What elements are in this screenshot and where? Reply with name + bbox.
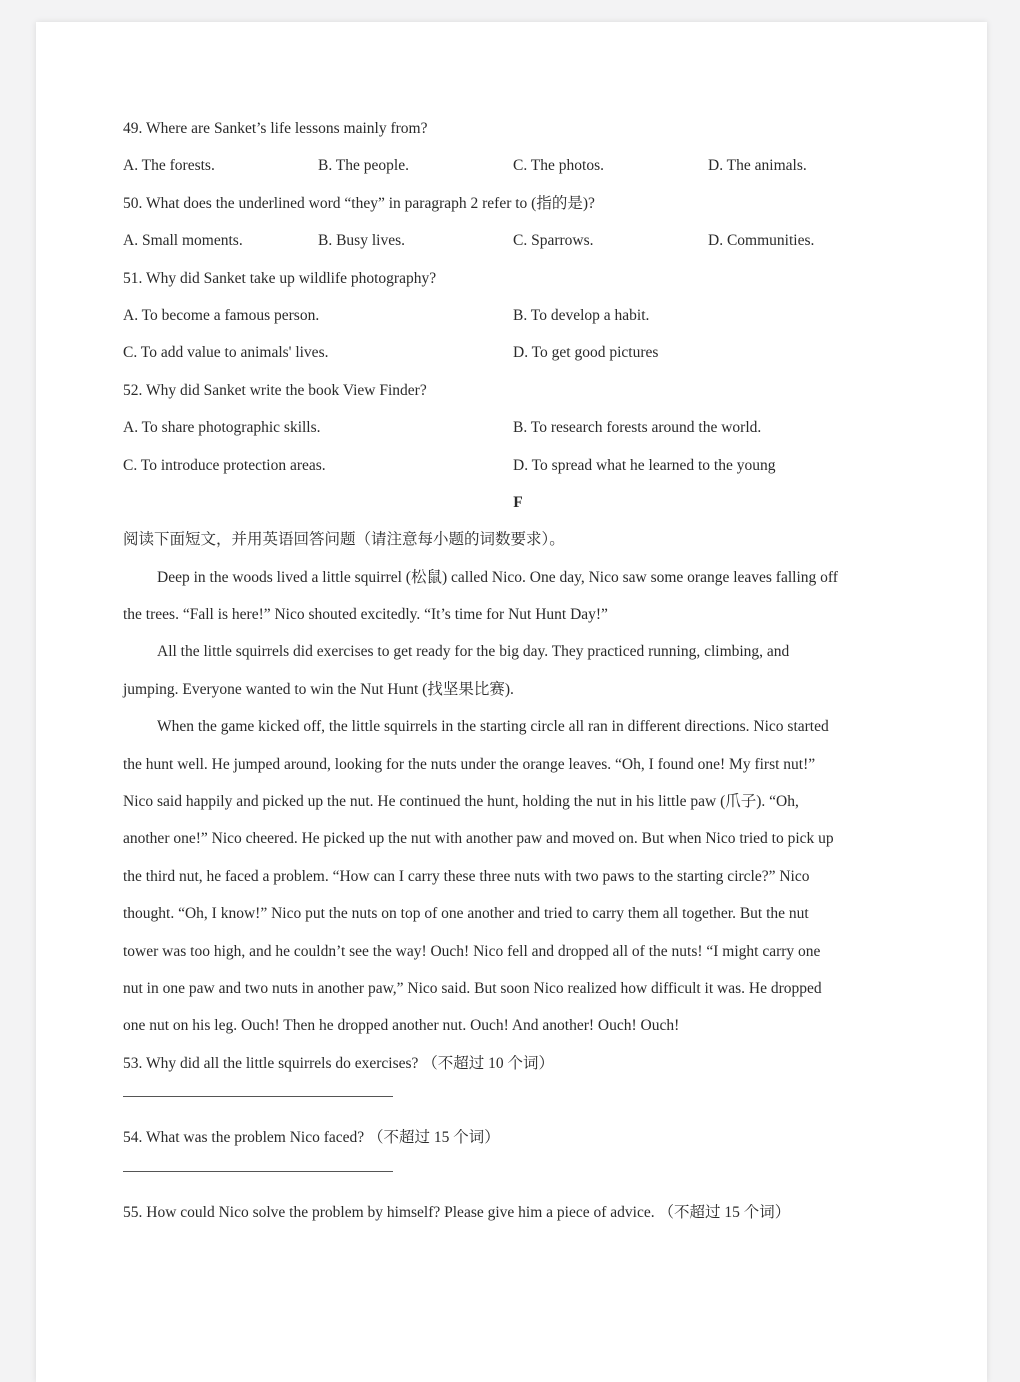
question-53: 53. Why did all the little squirrels do exercises? （不超过 10 个词） bbox=[123, 1054, 555, 1072]
passage-line: tower was too high, and he couldn’t see the way! Ouch! Nico fell and dropped all of the nuts! “I might carry one bbox=[123, 942, 821, 960]
section-instruction: 阅读下面短文，并用英语回答问题（请注意每小题的词数要求）。 bbox=[123, 531, 565, 549]
question-52: 52. Why did Sanket write the book View Finder? bbox=[123, 381, 427, 399]
question-50: 50. What does the underlined word “they” in paragraph 2 refer to (指的是)? bbox=[123, 194, 595, 212]
question-49: 49. Where are Sanket’s life lessons mainly from? bbox=[123, 120, 428, 137]
passage-line: another one!” Nico cheered. He picked up the nut with another paw and moved on. But when Nico tried to pick up bbox=[123, 830, 834, 848]
passage-line: All the little squirrels did exercises to get ready for the big day. They practiced running, climbing, and bbox=[157, 643, 790, 661]
question-51-options-row-1 bbox=[123, 305, 913, 342]
section-title: F bbox=[513, 493, 523, 511]
answer-line-53[interactable] bbox=[123, 1096, 393, 1097]
question-52-options-row-1 bbox=[123, 417, 913, 454]
option-a: A. To become a famous person. bbox=[123, 306, 320, 324]
option-c: C. To add value to animals' lives. bbox=[123, 344, 329, 362]
passage-line: the third nut, he faced a problem. “How can I carry these three nuts with two paws to the starting circle?” Nico bbox=[123, 867, 810, 885]
passage-line: Deep in the woods lived a little squirrel (松鼠) called Nico. One day, Nico saw some orange leaves falling off bbox=[157, 568, 838, 586]
option-a: A. Small moments. bbox=[123, 232, 243, 250]
option-c: C. Sparrows. bbox=[513, 232, 594, 250]
question-54: 54. What was the problem Nico faced? （不超过 15 个词） bbox=[123, 1129, 500, 1147]
passage-line: When the game kicked off, the little squirrels in the starting circle all ran in different directions. Nico started bbox=[157, 718, 829, 736]
question-51: 51. Why did Sanket take up wildlife photography? bbox=[123, 269, 437, 287]
option-b: B. To research forests around the world. bbox=[513, 419, 762, 437]
passage-line: the trees. “Fall is here!” Nico shouted excitedly. “It’s time for Nut Hunt Day!” bbox=[123, 606, 608, 624]
option-d: D. The animals. bbox=[708, 157, 807, 175]
question-52-options-row-2 bbox=[123, 455, 913, 492]
option-d: D. To get good pictures bbox=[513, 344, 659, 362]
passage-line: nut in one paw and two nuts in another paw,” Nico said. But soon Nico realized how difficult it was. He dropped bbox=[123, 979, 822, 997]
page-content bbox=[123, 118, 913, 1239]
question-50-options bbox=[123, 230, 913, 267]
option-d: D. To spread what he learned to the young bbox=[513, 456, 776, 474]
option-b: B. Busy lives. bbox=[318, 232, 405, 250]
option-b: B. To develop a habit. bbox=[513, 306, 650, 324]
document-page bbox=[36, 22, 987, 1382]
passage-line: jumping. Everyone wanted to win the Nut Hunt (找坚果比赛). bbox=[123, 680, 514, 698]
passage-line: the hunt well. He jumped around, looking for the nuts under the orange leaves. “Oh, I found one! My first nut!” bbox=[123, 755, 816, 773]
reading-passage bbox=[123, 567, 913, 1053]
option-c: C. To introduce protection areas. bbox=[123, 456, 326, 474]
option-d: D. Communities. bbox=[708, 232, 815, 250]
option-c: C. The photos. bbox=[513, 157, 604, 175]
question-49-options bbox=[123, 155, 913, 192]
option-a: A. The forests. bbox=[123, 157, 215, 175]
question-51-options-row-2 bbox=[123, 342, 913, 379]
passage-line: thought. “Oh, I know!” Nico put the nuts on top of one another and tried to carry them all together. But the nut bbox=[123, 905, 809, 923]
option-a: A. To share photographic skills. bbox=[123, 419, 321, 437]
answer-line-54[interactable] bbox=[123, 1171, 393, 1172]
passage-line: one nut on his leg. Ouch! Then he dropped another nut. Ouch! And another! Ouch! Ouch! bbox=[123, 1017, 680, 1035]
option-b: B. The people. bbox=[318, 157, 409, 175]
passage-line: Nico said happily and picked up the nut. He continued the hunt, holding the nut in his little paw (爪子). “Oh, bbox=[123, 793, 799, 811]
question-55: 55. How could Nico solve the problem by himself? Please give him a piece of advice. （不超过 15 个词） bbox=[123, 1203, 791, 1221]
